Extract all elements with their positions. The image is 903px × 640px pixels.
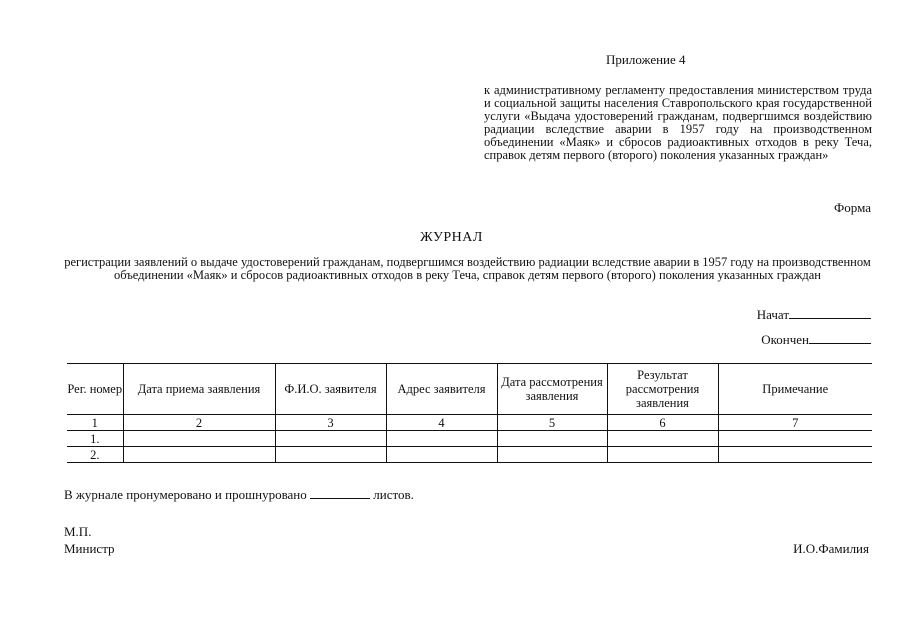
table-header-row — [67, 364, 872, 415]
sheets-count-note — [64, 487, 414, 503]
finished-label: Окончен — [761, 332, 809, 347]
started-field — [757, 307, 871, 323]
table-cell — [123, 431, 275, 447]
sheets-prefix: В журнале пронумеровано и прошнуровано — [64, 487, 307, 502]
column-number: 4 — [386, 415, 497, 431]
signatory-name: И.О.Фамилия — [793, 541, 869, 556]
table-row — [67, 431, 872, 447]
column-header: Ф.И.О. заявителя — [275, 364, 386, 415]
table-cell — [275, 447, 386, 463]
column-number: 5 — [497, 415, 607, 431]
table-cell — [497, 447, 607, 463]
column-header: Результат рассмотрения заявления — [607, 364, 718, 415]
table-cell — [497, 431, 607, 447]
column-header: Примечание — [718, 364, 872, 415]
appendix-label: Приложение 4 — [606, 52, 686, 67]
table-cell — [607, 447, 718, 463]
table-cell — [275, 431, 386, 447]
column-header: Рег. номер — [67, 364, 123, 415]
sheets-suffix: листов. — [373, 487, 414, 502]
finished-field — [761, 332, 871, 348]
column-number: 2 — [123, 415, 275, 431]
sheets-count-blank-line — [310, 487, 370, 499]
regulation-preamble: к административному регламенту предоставления министерством труда и социальной защиты населения Ставропольского края государственной услуги «Выдача удостоверений гражданам, подвергшимся воздействию радиации вследствие аварии в 1957 году на производственном объединении «Маяк» и сбросов радиоактивных отходов в реку Теча, справок детям первого (второго) поколения указанных граждан» — [484, 83, 872, 162]
table-cell — [607, 431, 718, 447]
signatory-position: Министр — [64, 541, 115, 556]
table-row — [67, 447, 872, 463]
table-cell — [718, 431, 872, 447]
table-cell: 1. — [67, 431, 123, 447]
column-number: 7 — [718, 415, 872, 431]
stamp-placeholder: М.П. — [64, 524, 92, 539]
column-number-row — [67, 415, 872, 431]
journal-title: ЖУРНАЛ — [420, 230, 483, 245]
column-header: Дата рассмотрения заявления — [497, 364, 607, 415]
column-header: Дата приема заявления — [123, 364, 275, 415]
table-cell — [718, 447, 872, 463]
column-number: 6 — [607, 415, 718, 431]
column-header: Адрес заявителя — [386, 364, 497, 415]
column-number: 1 — [67, 415, 123, 431]
journal-table — [67, 363, 872, 463]
started-blank-line — [789, 307, 871, 319]
form-label: Форма — [834, 200, 871, 215]
table-cell — [123, 447, 275, 463]
journal-subtitle: регистрации заявлений о выдаче удостоверений гражданам, подвергшимся воздействию радиации вследствие аварии в 1957 году на производственном объединении «Маяк» и сбросов радиоактивных отходов в реку Теча, справок детям первого (второго) поколения указанных граждан — [64, 255, 871, 282]
table-cell — [386, 431, 497, 447]
started-label: Начат — [756, 307, 789, 322]
column-number: 3 — [275, 415, 386, 431]
table-cell — [386, 447, 497, 463]
table-cell: 2. — [67, 447, 123, 463]
finished-blank-line — [809, 332, 871, 344]
